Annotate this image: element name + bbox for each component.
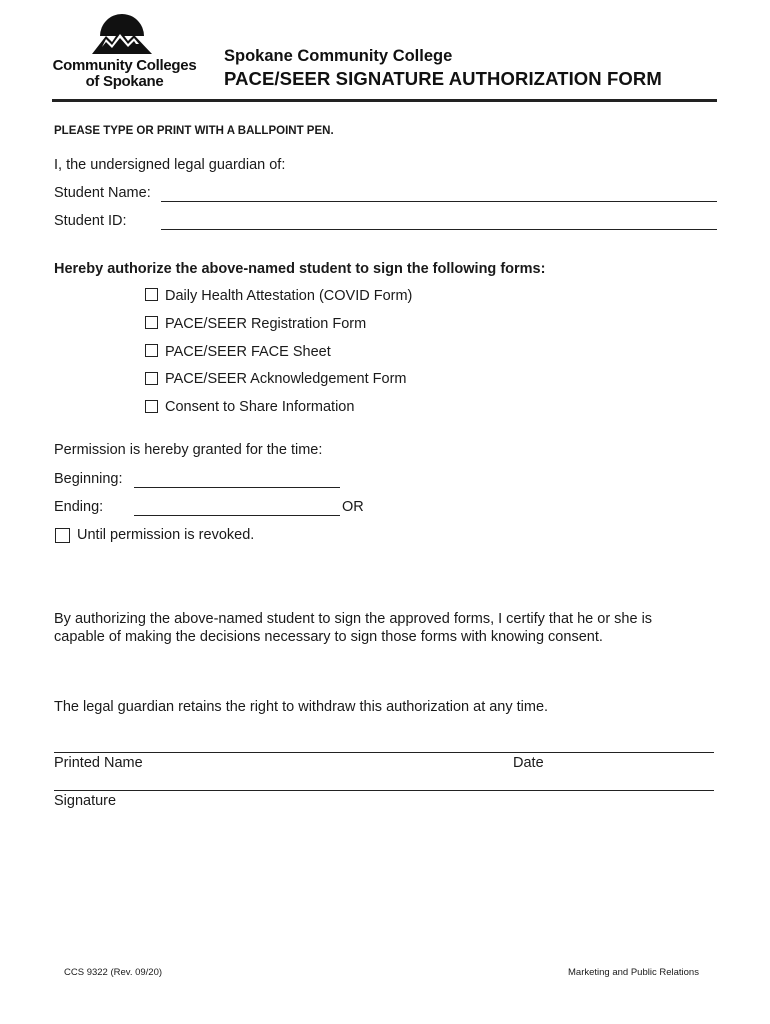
form-checkbox-consent[interactable]: [145, 400, 158, 413]
form-number: CCS 9322 (Rev. 09/20): [64, 967, 163, 978]
signature-label: Signature: [54, 793, 117, 809]
permission-intro: Permission is hereby granted for the time:: [54, 442, 323, 458]
student-id-field[interactable]: [161, 229, 717, 230]
form-label-face-sheet: PACE/SEER FACE Sheet: [165, 344, 331, 360]
certify-line-1: By authorizing the above-named student to sign the approved forms, I certify that he or she is: [54, 611, 653, 627]
instructions: PLEASE TYPE OR PRINT WITH A BALLPOINT PEN.: [54, 125, 334, 137]
withdraw-text: The legal guardian retains the right to withdraw this authorization at any time.: [54, 699, 549, 715]
student-id-label: Student ID:: [54, 213, 127, 229]
date-label: Date: [513, 755, 544, 771]
signature-line[interactable]: [54, 790, 714, 791]
student-name-field[interactable]: [161, 201, 717, 202]
college-logo: [52, 14, 197, 94]
printed-name-label: Printed Name: [54, 755, 143, 771]
until-revoked-label: Until permission is revoked.: [77, 527, 255, 543]
beginning-date-field[interactable]: [134, 487, 340, 488]
form-label-registration: PACE/SEER Registration Form: [165, 316, 367, 332]
student-name-label: Student Name:: [54, 185, 151, 201]
guardian-intro: I, the undersigned legal guardian of:: [54, 157, 286, 173]
form-label-consent: Consent to Share Information: [165, 399, 355, 415]
form-checkbox-registration[interactable]: [145, 316, 158, 329]
form-title: PACE/SEER SIGNATURE AUTHORIZATION FORM: [224, 68, 662, 89]
until-revoked-checkbox[interactable]: [55, 528, 70, 543]
header-rule: [52, 99, 717, 102]
or-label: OR: [342, 499, 364, 515]
form-checkbox-covid[interactable]: [145, 288, 158, 301]
printed-name-date-line[interactable]: [54, 752, 714, 753]
college-name: Spokane Community College: [224, 47, 453, 65]
form-label-acknowledgement: PACE/SEER Acknowledgement Form: [165, 371, 407, 387]
beginning-label: Beginning:: [54, 471, 123, 487]
certify-line-2: capable of making the decisions necessary to sign those forms with knowing consent.: [54, 629, 603, 645]
form-checkbox-acknowledgement[interactable]: [145, 372, 158, 385]
form-label-covid: Daily Health Attestation (COVID Form): [165, 288, 413, 304]
ending-label: Ending:: [54, 499, 104, 515]
logo-wordmark: Community Colleges of Spokane: [52, 57, 197, 90]
ending-date-field[interactable]: [134, 515, 340, 516]
mountain-sun-icon: [92, 14, 152, 54]
authorize-heading: Hereby authorize the above-named student to sign the following forms:: [54, 261, 546, 277]
department: Marketing and Public Relations: [568, 967, 699, 978]
form-checkbox-face-sheet[interactable]: [145, 344, 158, 357]
